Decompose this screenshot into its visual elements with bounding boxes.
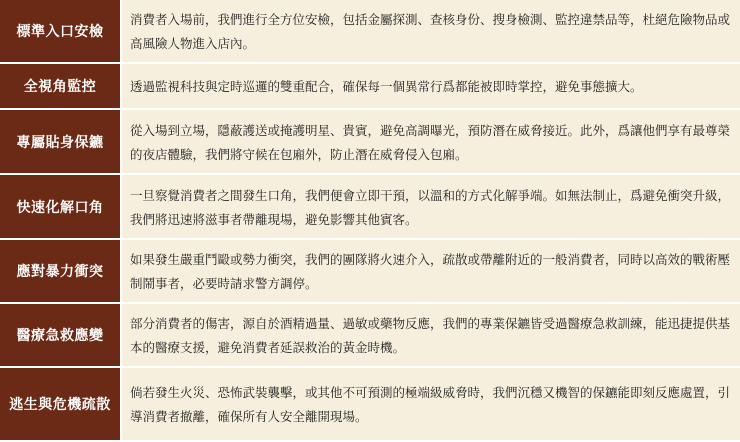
row-desc-text: 從入場到立場，隱蔽護送或掩護明星、貴賓，避免高調曝光，預防潛在威脅接近。此外，爲讓他們享有最尊榮的夜店體驗，我們將守候在包廂外，防止潛在威脅侵入包廂。 xyxy=(130,122,731,162)
row-desc-violence xyxy=(120,240,740,304)
row-desc-text: 消費者入場前，我們進行全方位安檢，包括金屬探測、查核身份、搜身檢測、監控違禁品等，杜絕危險物品或高風險人物進入店內。 xyxy=(130,12,731,51)
row-desc-text: 倘若發生火災、恐怖武裝襲擊，或其他不可預測的極端級威脅時，我們沉穩又機智的保鑣能即刻反應處置，引導消費者撤離，確保所有人安全離開現場。 xyxy=(130,385,731,424)
row-desc-evacuation xyxy=(120,368,740,442)
row-desc-dispute xyxy=(120,175,740,240)
row-label-monitoring: 全視角監控 xyxy=(0,64,120,110)
row-desc-text: 部分消費者的傷害，源自於酒精過量、過敏或藥物反應，我們的專業保鑣皆受過醫療急救訓練，能迅捷提供基本的醫療支援，避免消費者延誤救治的黃金時機。 xyxy=(130,316,731,355)
row-desc-text: 如果發生嚴重鬥毆或勢力衝突，我們的團隊將火速介入，疏散或帶離附近的一般消費者，同時以高效的戰術壓制鬧事者，必要時請求警方調停。 xyxy=(130,252,731,291)
row-label-entrance-check: 標準入口安檢 xyxy=(0,0,120,64)
row-desc-text: 一旦察覺消費者之間發生口角，我們便會立即干預，以溫和的方式化解爭端。如無法制止，爲避免衝突升級，我們將迅速將滋事者帶離現場，避免影響其他賓客。 xyxy=(130,187,731,227)
row-desc-bodyguard xyxy=(120,110,740,175)
row-label-violence: 應對暴力衝突 xyxy=(0,240,120,304)
row-desc-text: 透過監視科技與定時巡邏的雙重配合，確保每一個異常行爲都能被即時掌控，避免事態擴大。 xyxy=(130,79,643,94)
row-desc-medical xyxy=(120,304,740,368)
row-label-dispute: 快速化解口角 xyxy=(0,175,120,240)
row-desc-entrance-check xyxy=(120,0,740,64)
row-label-medical: 醫療急救應變 xyxy=(0,304,120,368)
row-desc-monitoring xyxy=(120,64,740,110)
row-label-evacuation: 逃生與危機疏散 xyxy=(0,368,120,442)
row-label-bodyguard: 專屬貼身保鑣 xyxy=(0,110,120,175)
